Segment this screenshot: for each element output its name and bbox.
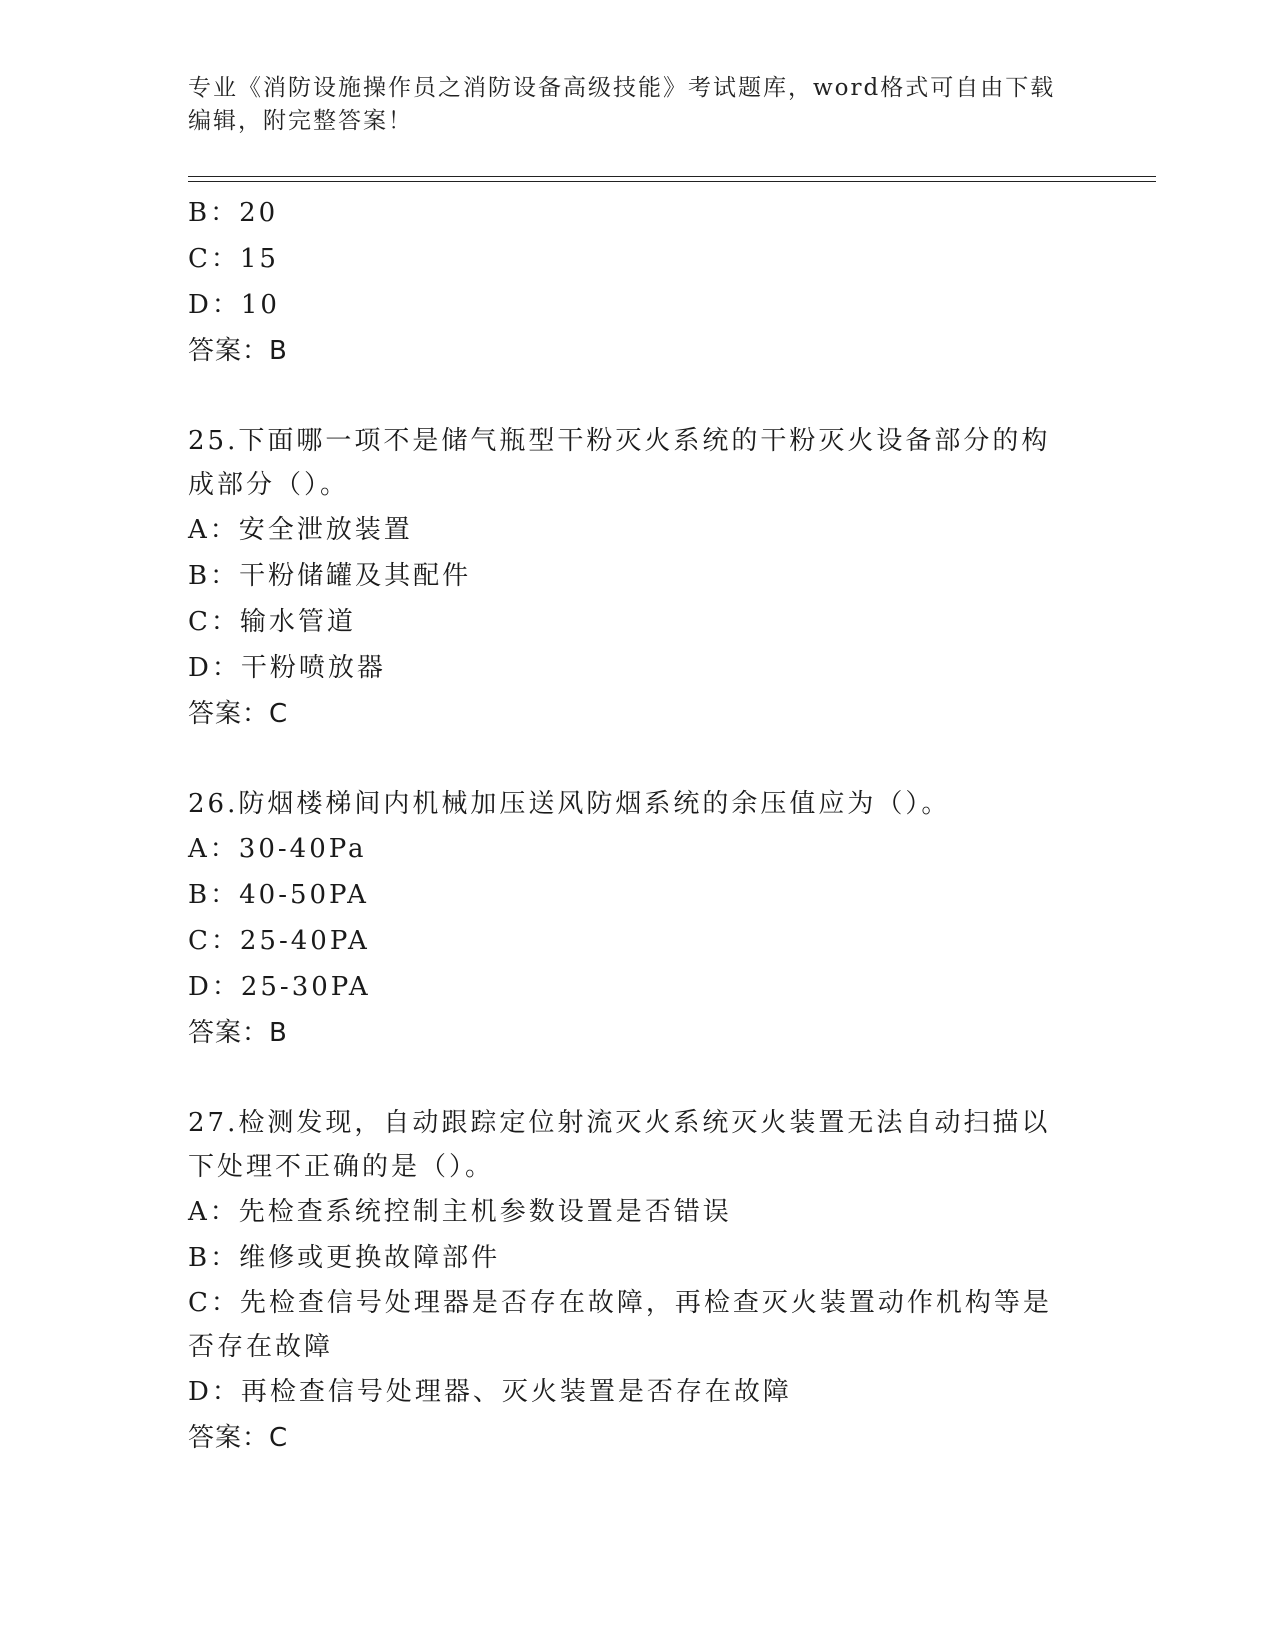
answer-line: 答案：B xyxy=(188,336,288,366)
option-item: D：25-30PA xyxy=(188,972,371,1002)
answer-line: 答案：C xyxy=(188,1423,289,1453)
question-content xyxy=(188,190,1088,1461)
option-item: C：先检查信号处理器是否存在故障，再检查灭火装置动作机构等是否存在故障 xyxy=(188,1288,1052,1362)
option-item: B：维修或更换故障部件 xyxy=(188,1243,501,1273)
option-item: B：40-50PA xyxy=(188,880,369,910)
question-block xyxy=(188,1101,1088,1461)
question-text: 27.检测发现，自动跟踪定位射流灭火系统灭火装置无法自动扫描以下处理不正确的是（）。 xyxy=(188,1108,1051,1182)
question-text: 26.防烟楼梯间内机械加压送风防烟系统的余压值应为（）。 xyxy=(188,789,951,819)
question-block xyxy=(188,782,1088,1056)
option-item: C：输水管道 xyxy=(188,607,356,637)
answer-line: 答案：B xyxy=(188,1018,288,1048)
option-item: D：再检查信号处理器、灭火装置是否存在故障 xyxy=(188,1377,792,1407)
header-rule-top xyxy=(188,176,1156,177)
spacer xyxy=(188,1056,1088,1101)
option-item: B：干粉储罐及其配件 xyxy=(188,561,472,591)
spacer xyxy=(188,737,1088,782)
option-item: D：干粉喷放器 xyxy=(188,653,386,683)
option-item: B：20 xyxy=(188,198,279,228)
option-item: C：15 xyxy=(188,244,279,274)
option-item: C：25-40PA xyxy=(188,926,370,956)
answer-line: 答案：C xyxy=(188,699,289,729)
option-item: A：安全泄放装置 xyxy=(188,515,413,545)
page-header: 专业《消防设施操作员之消防设备高级技能》考试题库，word格式可自由下载编辑，附完整答案！ xyxy=(188,75,1056,134)
question-block xyxy=(188,419,1088,737)
header-rule-bottom xyxy=(188,181,1156,182)
spacer xyxy=(188,374,1088,419)
option-item: D：10 xyxy=(188,290,280,320)
option-item: A：先检查系统控制主机参数设置是否错误 xyxy=(188,1197,732,1227)
question-text: 25.下面哪一项不是储气瓶型干粉灭火系统的干粉灭火设备部分的构成部分（）。 xyxy=(188,426,1051,500)
option-item: A：30-40Pa xyxy=(188,834,367,864)
